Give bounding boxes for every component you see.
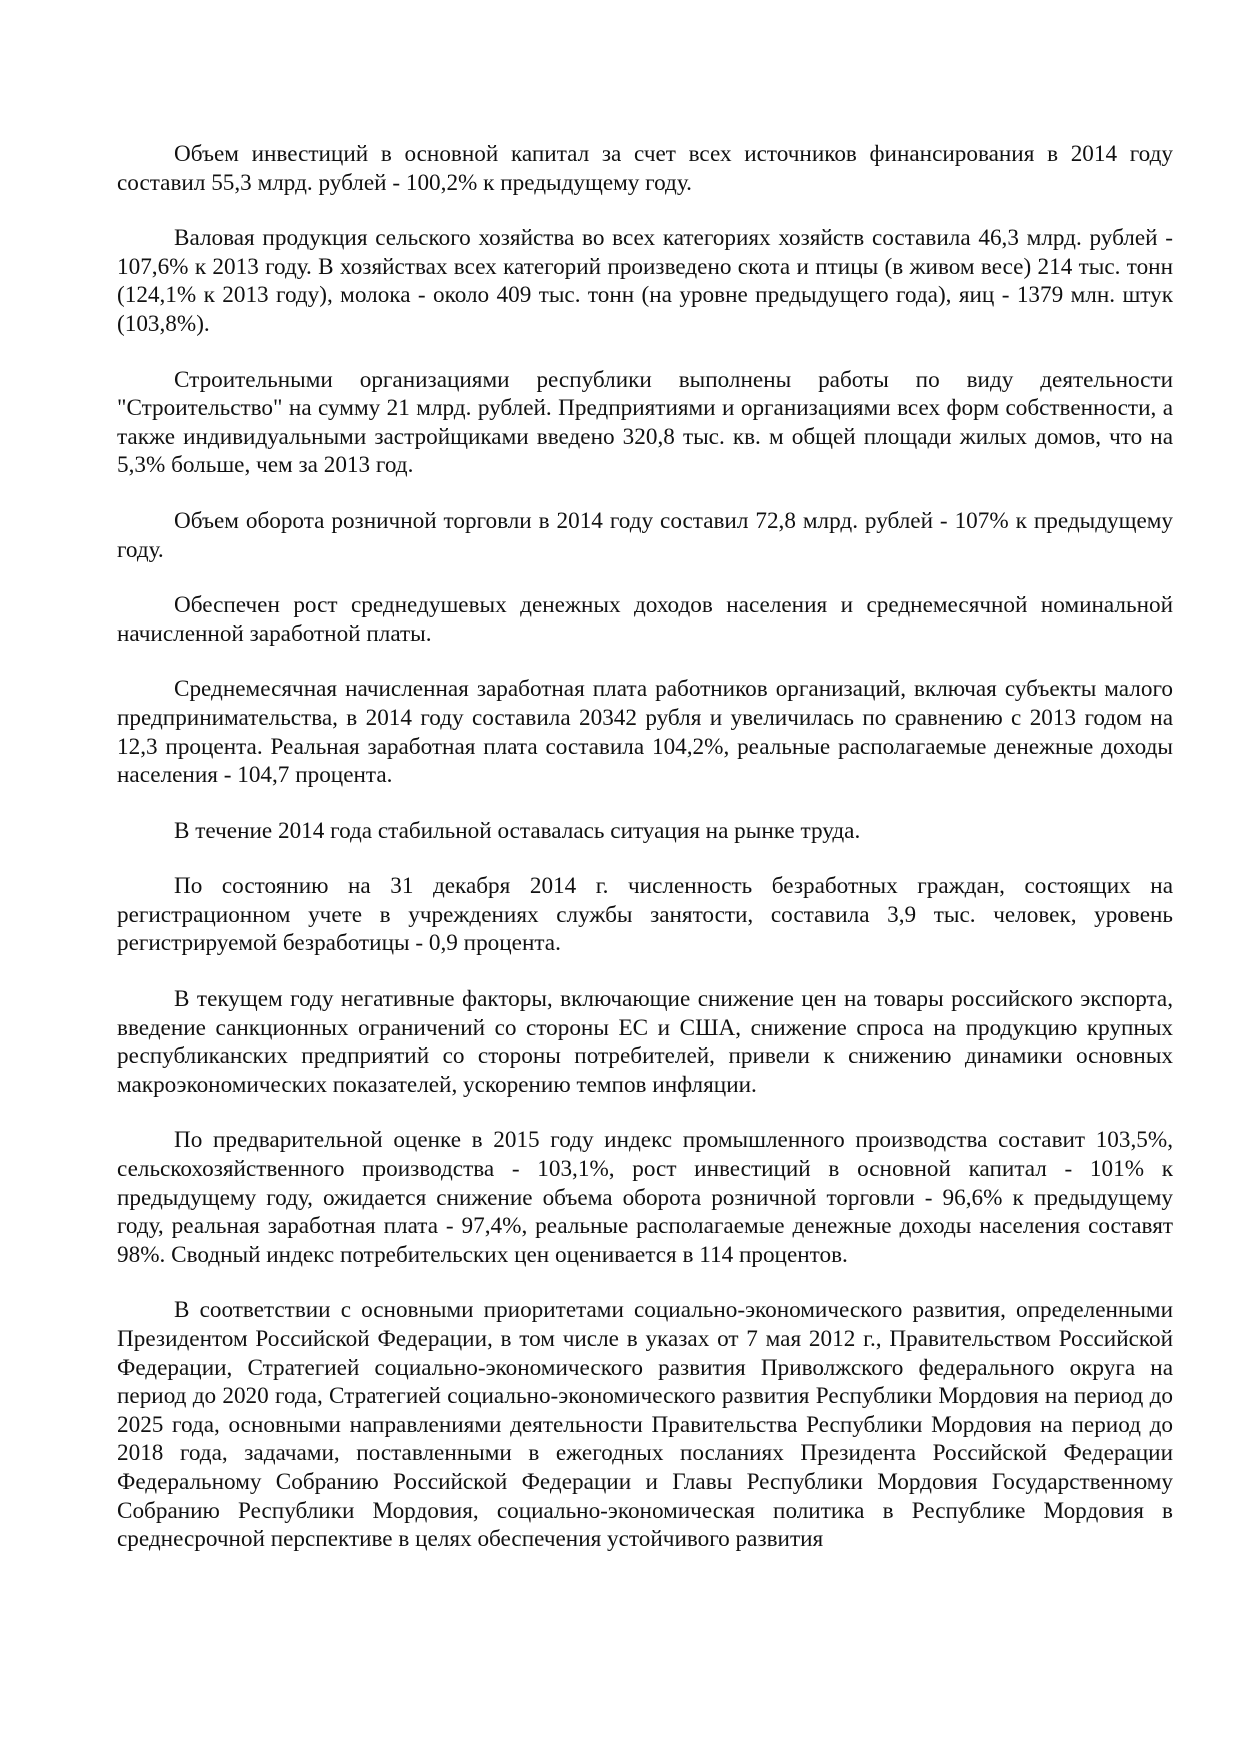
paragraph-agriculture: Валовая продукция сельского хозяйства во всех категориях хозяйств составила 46,3 млрд. рублей - 107,6% к 2013 году. В хозяйствах всех категорий произведено скота и птицы (в живом весе) 214 тыс. тонн (124,1% к 2013 году), молока - около 409 тыс. тонн (на уровне предыдущего года), яиц - 1379 млн. штук (103,8%). <box>117 225 1173 337</box>
paragraph-construction: Строительными организациями республики выполнены работы по виду деятельности "Строительство" на сумму 21 млрд. рублей. Предприятиями и организациями всех форм собственности, а также индивидуальными застройщиками введено 320,8 тыс. кв. м общей площади жилых домов, что на 5,3% больше, чем за 2013 год. <box>117 366 1173 479</box>
paragraph-average-wage: Среднемесячная начисленная заработная плата работников организаций, включая субъекты малого предпринимательства, в 2014 году составила 20342 рубля и увеличилась по сравнению с 2013 годом на 12,3 процента. Реальная заработная плата составила 104,2%, реальные располагаемые денежные доходы населения - 104,7 процента. <box>117 676 1173 789</box>
paragraph-retail-trade: Объем оборота розничной торговли в 2014 году составил 72,8 млрд. рублей - 107% к предыдущему году. <box>117 507 1173 563</box>
paragraph-negative-factors: В текущем году негативные факторы, включающие снижение цен на товары российского экспорта, введение санкционных ограничений со стороны ЕС и США, снижение спроса на продукцию крупных республиканских предприятий со стороны потребителей, привели к снижению динамики основных макроэкономических показателей, ускорению темпов инфляции. <box>117 986 1173 1098</box>
paragraph-priorities: В соответствии с основными приоритетами социально-экономического развития, определенными Президентом Российской Федерации, в том числе в указах от 7 мая 2012 г., Правительством Российской Федерации, Стратегией социально-экономического развития Приволжского федерального округа на период до 2020 года, Стратегией социально-экономического развития Республики Мордовия на период до 2025 года, основными направлениями деятельности Правительства Республики Мордовия на период до 2018 года, задачами, поставленными в ежегодных посланиях Президента Российской Федерации Федеральному Собранию Российской Федерации и Главы Республики Мордовия Государственному Собранию Республики Мордовия, социально-экономическая политика в Республике Мордовия в среднесрочной перспективе в целях обеспечения устойчивого развития <box>117 1297 1173 1553</box>
paragraph-labor-market: В течение 2014 года стабильной оставалась ситуация на рынке труда. <box>174 817 861 844</box>
paragraph-income-growth: Обеспечен рост среднедушевых денежных доходов населения и среднемесячной номинальной начисленной заработной платы. <box>117 592 1173 647</box>
paragraph-unemployment: По состоянию на 31 декабря 2014 г. численность безработных граждан, состоящих на регистрационном учете в учреждениях службы занятости, составила 3,9 тыс. человек, уровень регистрируемой безработицы - 0,9 процента. <box>117 873 1173 957</box>
document-page <box>117 140 1173 1581</box>
paragraph-2015-estimate: По предварительной оценке в 2015 году индекс промышленного производства составит 103,5%, сельскохозяйственного производства - 103,1%, рост инвестиций в основной капитал - 101% к предыдущему году, ожидается снижение объема оборота розничной торговли - 96,6% к предыдущему году, реальная заработная плата - 97,4%, реальные располагаемые денежные доходы населения составят 98%. Сводный индекс потребительских цен оценивается в 114 процентов. <box>117 1127 1173 1268</box>
paragraph-investment: Объем инвестиций в основной капитал за счет всех источников финансирования в 2014 году составил 55,3 млрд. рублей - 100,2% к предыдущему году. <box>117 141 1173 196</box>
